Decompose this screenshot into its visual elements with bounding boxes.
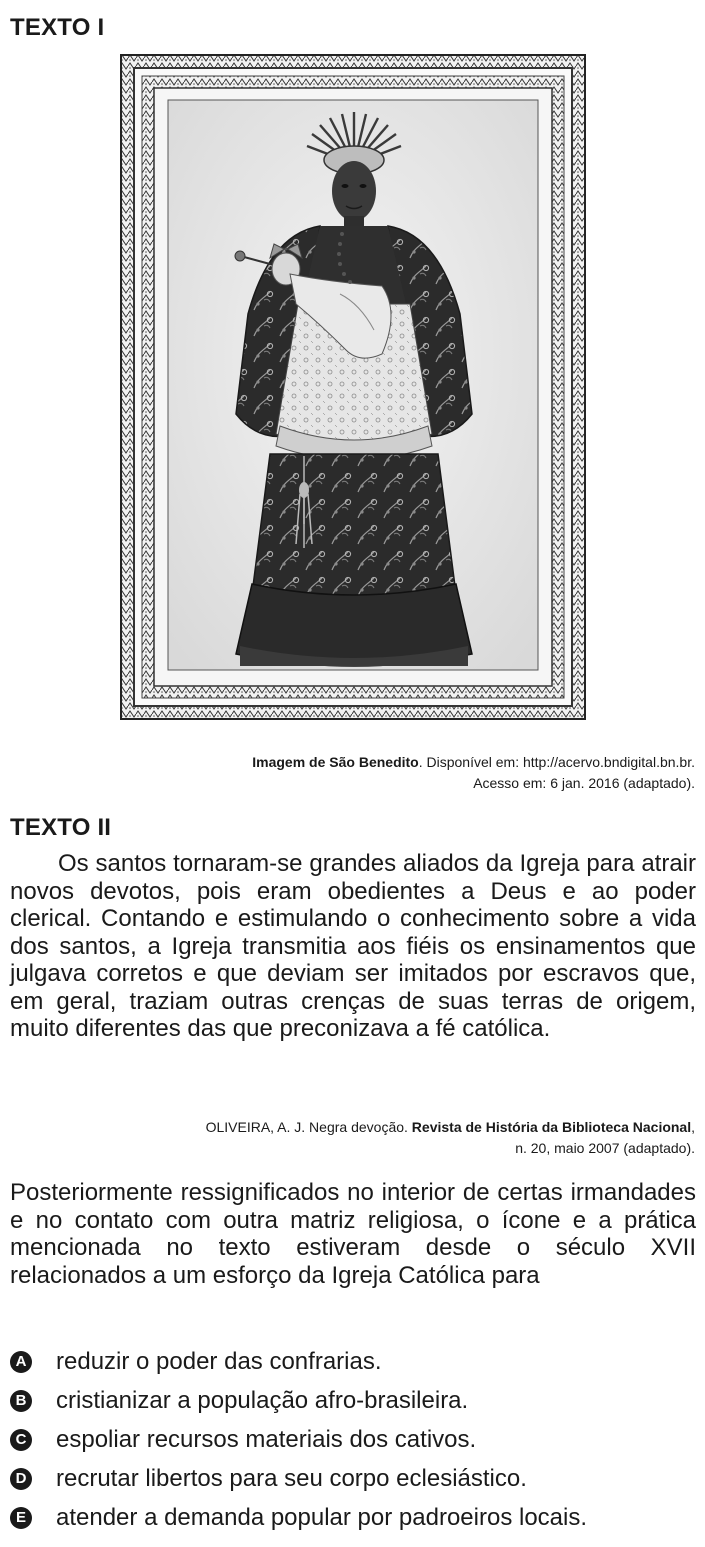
option-d[interactable] <box>10 1467 700 1506</box>
text2-source-issue: n. 20, maio 2007 (adaptado). <box>515 1140 695 1156</box>
text1-source-availability: . Disponível em: http://acervo.bndigital.bn.br. <box>418 754 695 770</box>
option-c[interactable] <box>10 1428 700 1467</box>
option-c-letter-icon: C <box>10 1429 32 1451</box>
text1-source <box>95 752 695 794</box>
option-e-letter-icon: E <box>10 1507 32 1529</box>
text2-source-journal: Revista de História da Biblioteca Nacional <box>411 1119 692 1135</box>
question-stem: Posteriormente ressignificados no interior de certas irmandades e no contato com outra matriz religiosa, o ícone e a prática mencionada no texto estiveram desde o século XVII relacionados a um esforço da Igreja Católica para <box>10 1179 696 1289</box>
option-e[interactable] <box>10 1506 700 1545</box>
option-d-letter-icon: D <box>10 1468 32 1490</box>
text1-source-access: Acesso em: 6 jan. 2016 (adaptado). <box>473 775 695 791</box>
option-b[interactable] <box>10 1389 700 1428</box>
option-e-text: atender a demanda popular por padroeiros locais. <box>56 1504 588 1531</box>
answer-options <box>10 1350 700 1545</box>
option-a[interactable] <box>10 1350 700 1389</box>
text2-source <box>95 1117 695 1159</box>
text2-source-author: OLIVEIRA, A. J. Negra devoção. <box>205 1119 412 1135</box>
saint-image <box>120 54 586 720</box>
option-c-text: espoliar recursos materiais dos cativos. <box>56 1426 477 1453</box>
text2-body: Os santos tornaram-se grandes aliados da Igreja para atrair novos devotos, pois eram obedientes a Deus e ao poder clerical. Contando e estimulando o conhecimento sobre a vida dos santos, a Igreja transmitia aos fiéis os ensinamentos que julgava corretos e que deviam ser imitados por escravos que, em geral, traziam outras crenças de suas terras de origem, muito diferentes das que preconizava a fé católica. <box>10 850 696 1042</box>
option-a-text: reduzir o poder das confrarias. <box>56 1348 382 1375</box>
text1-heading: TEXTO I <box>10 14 105 41</box>
text1-source-title: Imagem de São Benedito <box>252 754 419 770</box>
text2-heading: TEXTO II <box>10 814 112 841</box>
option-d-text: recrutar libertos para seu corpo eclesiástico. <box>56 1465 527 1492</box>
option-a-letter-icon: A <box>10 1351 32 1373</box>
option-b-text: cristianizar a população afro-brasileira. <box>56 1387 469 1414</box>
option-b-letter-icon: B <box>10 1390 32 1412</box>
text2-source-comma: , <box>691 1119 695 1135</box>
